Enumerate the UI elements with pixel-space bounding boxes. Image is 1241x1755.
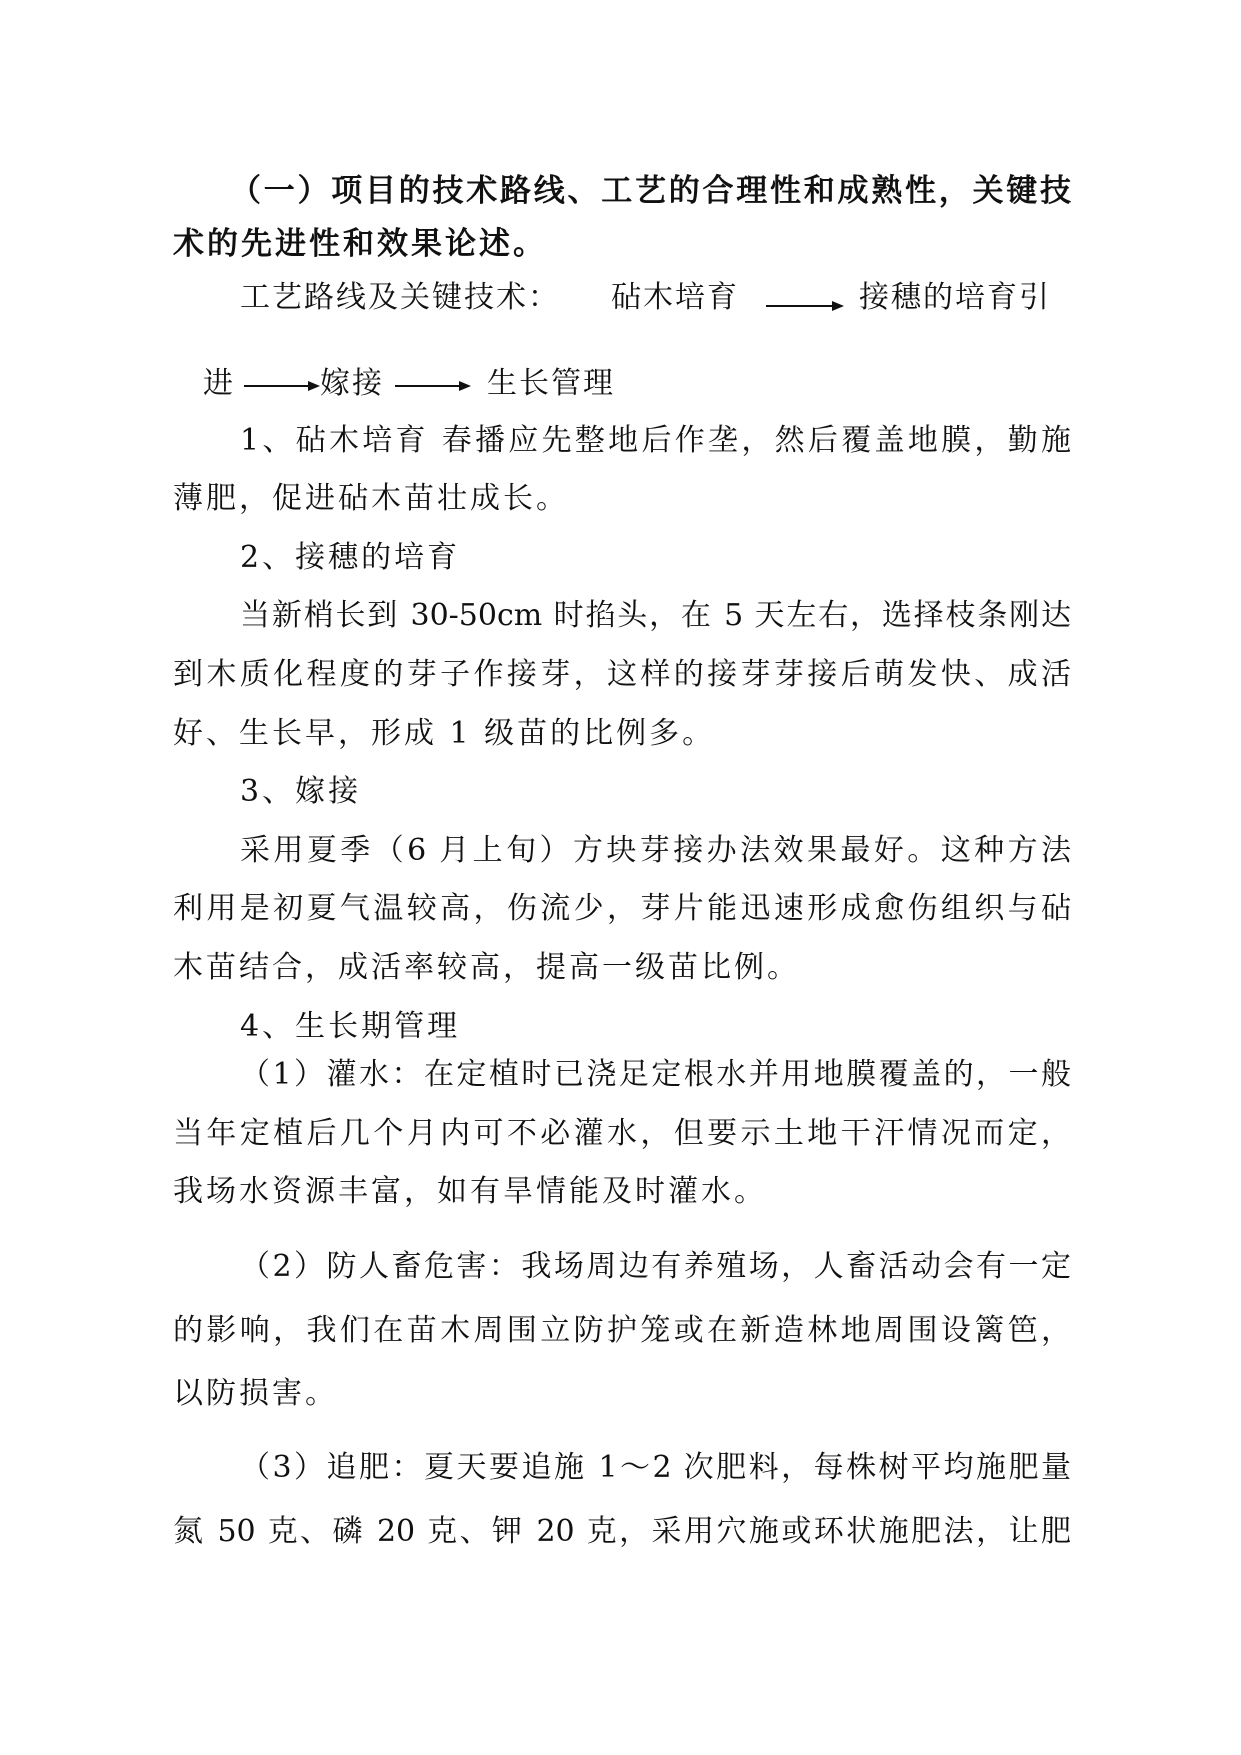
item1-line1: 1、砧木培育 春播应先整地后作垄，然后覆盖地膜，勤施 — [240, 423, 1071, 458]
flow-step-grafting: 嫁接 — [320, 366, 384, 401]
fertilizer-line1: （3）追肥：夏天要追施 1～2 次肥料，每株树平均施肥量 — [240, 1450, 1071, 1485]
item1-line2: 薄肥，促进砧木苗壮成长。 — [173, 481, 569, 516]
flow-step-scion: 接穗的培育引 — [859, 280, 1051, 315]
item2-line1: 当新梢长到 30-50cm 时掐头，在 5 天左右，选择枝条刚达 — [240, 598, 1071, 633]
flow-step-management: 生长管理 — [487, 366, 615, 401]
flow-label: 工艺路线及关键技术： — [240, 280, 560, 315]
item2-line3: 好、生长早，形成 1 级苗的比例多。 — [173, 716, 716, 751]
flow-step-scion-cont: 进 — [203, 366, 235, 401]
irrigation-line2: 当年定植后几个月内可不必灌水，但要示土地干汗情况而定， — [173, 1116, 1071, 1151]
protection-line3: 以防损害。 — [173, 1376, 338, 1411]
item3-line1: 采用夏季（6 月上旬）方块芽接办法效果最好。这种方法 — [240, 833, 1071, 868]
item3-title: 3、嫁接 — [240, 774, 362, 809]
item2-title: 2、接穗的培育 — [240, 540, 461, 575]
section-heading-line2: 术的先进性和效果论述。 — [173, 226, 547, 262]
process-flow-line1 — [0, 278, 1241, 318]
item3-line3: 木苗结合，成活率较高，提高一级苗比例。 — [173, 950, 800, 985]
section-heading-line1: （一）项目的技术路线、工艺的合理性和成熟性，关键技 — [230, 173, 1071, 209]
item4-title: 4、生长期管理 — [240, 1009, 461, 1044]
flow-step-rootstock: 砧木培育 — [611, 280, 739, 315]
arrow-right-icon — [244, 364, 320, 404]
process-flow-line2 — [0, 364, 1241, 404]
irrigation-line3: 我场水资源丰富，如有旱情能及时灌水。 — [173, 1174, 767, 1209]
arrow-right-icon — [766, 278, 844, 318]
item3-line2: 利用是初夏气温较高，伤流少，芽片能迅速形成愈伤组织与砧 — [173, 891, 1071, 926]
irrigation-line1: （1）灌水：在定植时已浇足定根水并用地膜覆盖的，一般 — [240, 1057, 1071, 1092]
protection-line1: （2）防人畜危害：我场周边有养殖场，人畜活动会有一定 — [240, 1249, 1071, 1284]
item2-line2: 到木质化程度的芽子作接芽，这样的接芽芽接后萌发快、成活 — [173, 657, 1071, 692]
arrow-right-icon — [395, 364, 471, 404]
fertilizer-line2: 氮 50 克、磷 20 克、钾 20 克，采用穴施或环状施肥法，让肥 — [173, 1514, 1071, 1549]
protection-line2: 的影响，我们在苗木周围立防护笼或在新造林地周围设篱笆， — [173, 1313, 1071, 1348]
